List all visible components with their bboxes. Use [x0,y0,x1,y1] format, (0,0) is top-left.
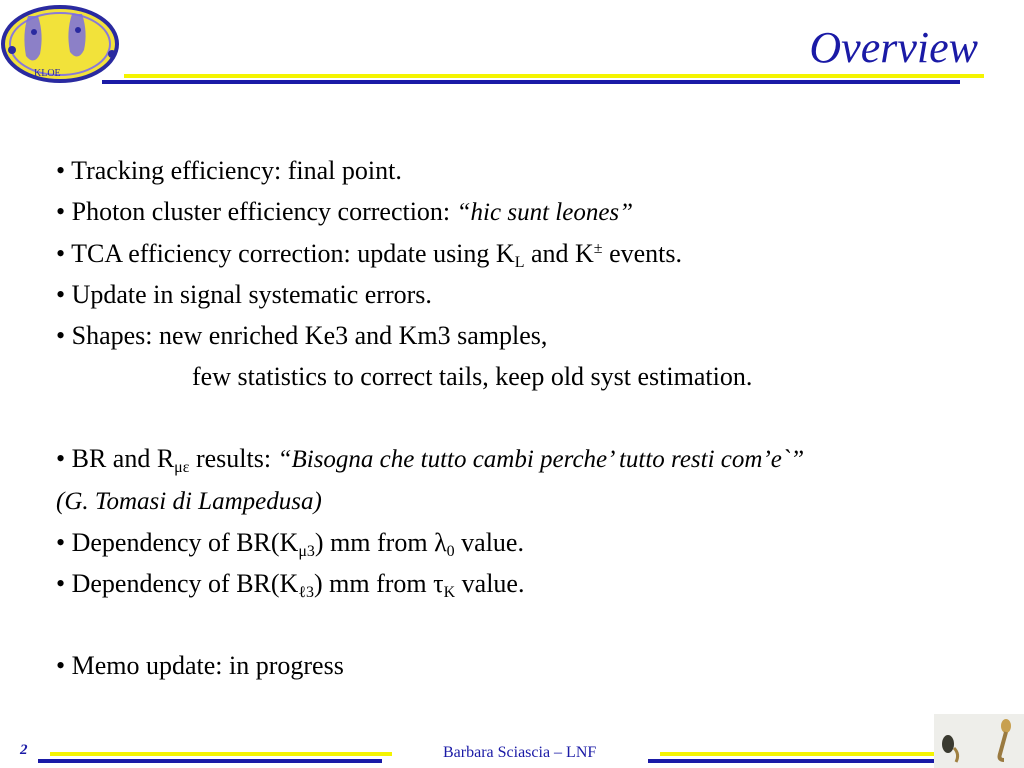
footer-rule-blue-left [38,759,382,763]
bullet-list [56,150,996,686]
quote-hic-sunt-leones: “hic sunt leones” [456,199,634,226]
bullet-dependency-tau: • Dependency of $BR(K_{\ell 3})$ mm from $\tau_K$ value. [56,569,525,601]
bullet-systematics: • Update in signal systematic errors. [56,280,432,309]
footer-author: Barbara Sciascia – LNF [443,744,597,761]
bullet-tca: • TCA efficiency correction: update using $K_L$ and K± events. [56,239,682,271]
footer-rule-yellow-right [660,752,960,756]
spacer [56,604,996,645]
footer-rule-yellow-left [50,752,392,756]
footer-rule-blue-right [648,759,948,763]
page-number: 2 [20,742,28,758]
bullet-shapes: • Shapes: new enriched Ke3 and Km3 samples, [56,321,548,350]
header-rule-blue [102,80,960,84]
bullet-photon: • Photon cluster efficiency correction: “hic sunt leones” [56,197,634,226]
bullet-shapes-continuation: few statistics to correct tails, keep old syst estimation. [192,362,753,391]
header-rule-yellow [124,74,984,78]
quote-lampedusa: “Bisogna che tutto cambi perche’ tutto resti com’e`” [277,446,805,473]
svg-text:KLOE: KLOE [34,68,61,79]
bullet-br-results: • BR and $R_{\mu\varepsilon}$ results: “Bisogna che tutto cambi perche’ tutto resti com’e`” [56,444,805,476]
bullet-tracking: • Tracking efficiency: final point. [56,156,402,185]
bullet-memo: • Memo update: in progress [56,651,344,680]
slide-title: Overview [809,23,978,72]
kloe-logo [0,4,124,84]
corner-figures-image [934,714,1024,768]
spacer [56,397,996,438]
quote-attribution: (G. Tomasi di Lampedusa) [56,488,322,515]
bullet-dependency-lambda: • Dependency of $BR(K_{\mu 3})$ mm from $\lambda_0$ value. [56,528,524,560]
